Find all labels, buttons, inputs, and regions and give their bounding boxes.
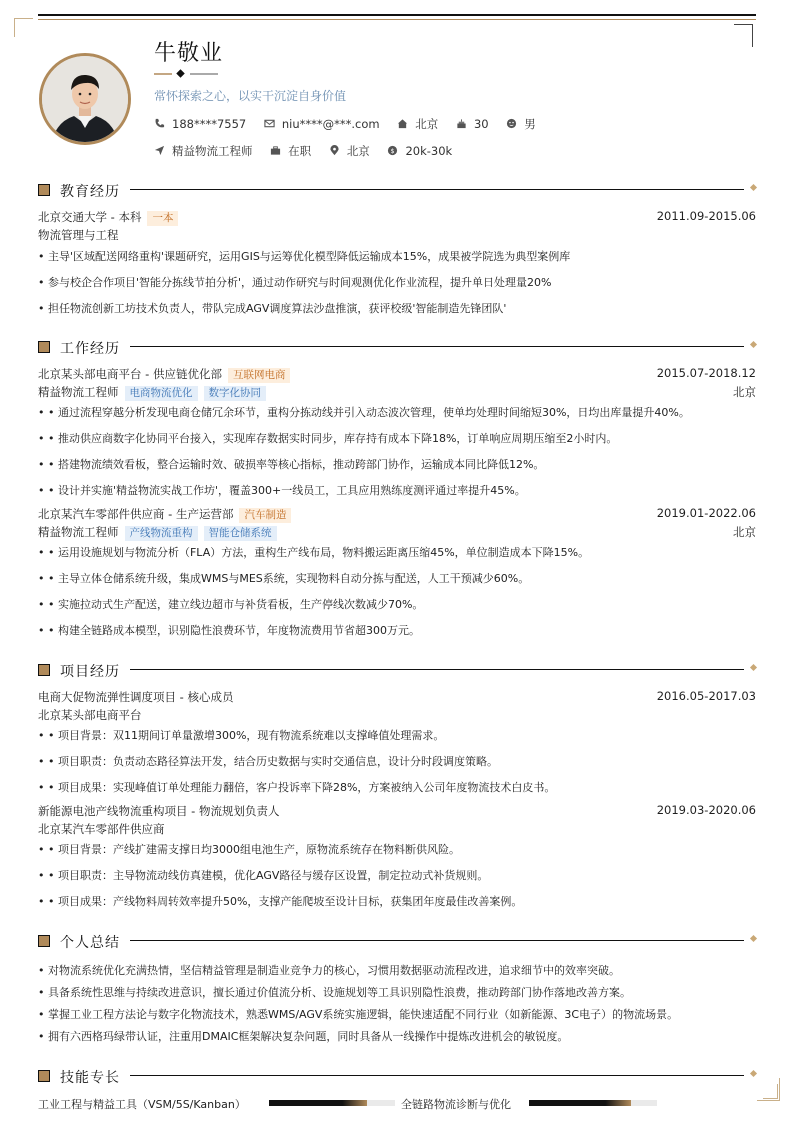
corner-decoration-bottom-right-inner bbox=[763, 1084, 778, 1099]
phone-item bbox=[154, 117, 246, 131]
briefcase-icon bbox=[270, 145, 281, 156]
education-bullet-text: 主导'区域配送网络重构'课题研究，运用GIS与运筹优化模型降低运输成本15%，成果被学院选为典型案例库 bbox=[48, 250, 571, 263]
job-intent-row bbox=[154, 143, 466, 159]
phone-icon bbox=[154, 118, 165, 129]
education-bullet-text: 担任物流创新工坊技术负责人，带队完成AGV调度算法沙盘推演，获评校级'智能制造先锋团队' bbox=[48, 302, 507, 315]
section-square-icon bbox=[38, 1070, 50, 1082]
work-bullet-text: • 设计并实施'精益物流实战工作坊'，覆盖300+一线员工，工具应用熟练度测评通过率提升45%。 bbox=[48, 484, 526, 497]
work-bullet: • • 通过流程穿越分析发现电商仓储冗余环节，重构分拣动线并引入动态波次管理，使单均处理时间缩短30%，日均出库量提升40%。 bbox=[38, 406, 690, 419]
skill-bar-track bbox=[529, 1100, 657, 1106]
work-industry-tag: 汽车制造 bbox=[239, 508, 291, 523]
education-tag: 一本 bbox=[147, 211, 178, 226]
target-role-item bbox=[154, 143, 253, 159]
city-value: 北京 bbox=[415, 117, 439, 131]
location-icon bbox=[329, 145, 340, 156]
top-rule bbox=[38, 14, 756, 16]
home-icon bbox=[397, 118, 408, 129]
email-value: niu****@***.com bbox=[281, 117, 380, 131]
skill-bar-fill bbox=[269, 1100, 367, 1106]
section-title: 技能专长 bbox=[60, 1070, 120, 1086]
summary-item: • 具备系统性思维与持续改进意识，擅长通过价值流分析、设施规划等工具识别隐性浪费，推动跨部门协作落地改善方案。 bbox=[38, 986, 631, 999]
project-bullet: • • 项目背景：双11期间订单量激增300%，现有物流系统难以支撑峰值处理需求。 bbox=[38, 729, 445, 742]
work-bullet: • • 推动供应商数字化协同平台接入，实现库存数据实时同步，库存持有成本下降18%，订单响应周期压缩至2小时内。 bbox=[38, 432, 618, 445]
section-title: 个人总结 bbox=[60, 935, 120, 951]
gender-value: 男 bbox=[524, 117, 536, 131]
skill-name: 全链路物流诊断与优化 bbox=[401, 1098, 511, 1111]
section-header-skills bbox=[38, 1068, 756, 1084]
work-bullet: • • 运用设施规划与物流分析（FLA）方法，重构生产线布局，物料搬运距离压缩45%，单位制造成本下降15%。 bbox=[38, 546, 590, 559]
project-date: 2019.03-2020.06 bbox=[656, 803, 756, 817]
section-square-icon bbox=[38, 935, 50, 947]
project-bullet: • • 项目成果：实现峰值订单处理能力翻倍，客户投诉率下降28%，方案被纳入公司年度物流技术白皮书。 bbox=[38, 781, 556, 794]
work-bullet-text: • 搭建物流绩效看板，整合运输时效、破损率等核心指标，推动跨部门协作，运输成本同比降低12%。 bbox=[48, 458, 545, 471]
gender-icon bbox=[506, 118, 517, 129]
education-bullet: • 参与校企合作项目'智能分拣线节拍分析'，通过动作研究与时间观测优化作业流程，提升单日处理量20% bbox=[38, 276, 552, 289]
work-company: 北京某头部电商平台 - 供应链优化部 bbox=[38, 367, 222, 381]
project-bullet: • • 项目职责：负责动态路径算法开发，结合历史数据与实时交通信息，设计分时段调度策略。 bbox=[38, 755, 498, 768]
work-entry-title bbox=[38, 366, 756, 383]
summary-text: 拥有六西格玛绿带认证，注重用DMAIC框架解决复杂问题，同时具备从一线操作中提炼改进机会的敏锐度。 bbox=[48, 1030, 569, 1043]
project-bullet-text: • 项目背景：产线扩建需支撑日均3000组电池生产，原物流系统存在物料断供风险。 bbox=[48, 843, 460, 856]
project-org: 北京某头部电商平台 bbox=[38, 708, 142, 722]
top-rule-accent bbox=[38, 19, 756, 20]
salary-item bbox=[387, 144, 452, 158]
work-bullet-text: • 主导立体仓储系统升级，集成WMS与MES系统，实现物料自动分拣与配送，人工干预减少60%。 bbox=[48, 572, 530, 585]
work-skill-tag: 产线物流重构 bbox=[125, 526, 198, 541]
work-bullet-text: • 运用设施规划与物流分析（FLA）方法，重构生产线布局，物料搬运距离压缩45%，单位制造成本下降15%。 bbox=[48, 546, 590, 559]
section-header-education bbox=[38, 182, 756, 198]
work-bullet-text: • 实施拉动式生产配送，建立线边超市与补货看板，生产停线次数减少70%。 bbox=[48, 598, 424, 611]
work-company: 北京某汽车零部件供应商 - 生产运营部 bbox=[38, 507, 234, 521]
summary-text: 对物流系统优化充满热情，坚信精益管理是制造业竞争力的核心，习惯用数据驱动流程改进，追求细节中的效率突破。 bbox=[48, 964, 620, 977]
section-header-work bbox=[38, 339, 756, 355]
project-bullet: • • 项目背景：产线扩建需支撑日均3000组电池生产，原物流系统存在物料断供风险。 bbox=[38, 843, 460, 856]
section-square-icon bbox=[38, 184, 50, 196]
section-square-icon bbox=[38, 341, 50, 353]
section-diamond-icon bbox=[750, 1070, 757, 1077]
project-bullet-text: • 项目职责：负责动态路径算法开发，结合历史数据与实时交通信息，设计分时段调度策略。 bbox=[48, 755, 498, 768]
section-rule bbox=[130, 669, 744, 670]
avatar bbox=[39, 53, 131, 145]
work-entry-role bbox=[38, 524, 756, 541]
send-icon bbox=[154, 145, 165, 156]
section-rule bbox=[130, 346, 744, 347]
money-icon bbox=[387, 145, 398, 156]
section-square-icon bbox=[38, 664, 50, 676]
motto: 常怀探索之心，以实干沉淀自身价值 bbox=[154, 89, 347, 103]
work-role: 精益物流工程师 bbox=[38, 525, 119, 539]
target-city-value: 北京 bbox=[346, 144, 370, 158]
work-role: 精益物流工程师 bbox=[38, 385, 119, 399]
summary-item: • 对物流系统优化充满热情，坚信精益管理是制造业竞争力的核心，习惯用数据驱动流程改进，追求细节中的效率突破。 bbox=[38, 964, 620, 977]
work-bullet: • • 构建全链路成本模型，识别隐性浪费环节，年度物流费用节省超300万元。 bbox=[38, 624, 420, 637]
target-city-item bbox=[329, 143, 370, 159]
project-bullet-text: • 项目职责：主导物流动线仿真建模，优化AGV路径与缓存区设置，制定拉动式补货规则。 bbox=[48, 869, 489, 882]
education-school: 北京交通大学 - 本科 bbox=[38, 210, 142, 224]
section-rule bbox=[130, 1075, 744, 1076]
project-bullet-text: • 项目背景：双11期间订单量激增300%，现有物流系统难以支撑峰值处理需求。 bbox=[48, 729, 445, 742]
education-bullet: • 担任物流创新工坊技术负责人，带队完成AGV调度算法沙盘推演，获评校级'智能制造先锋团队' bbox=[38, 302, 507, 315]
work-location: 北京 bbox=[733, 525, 756, 539]
target-role-value: 精益物流工程师 bbox=[172, 144, 253, 158]
education-major: 物流管理与工程 bbox=[38, 228, 119, 242]
section-title: 项目经历 bbox=[60, 664, 120, 680]
skill-bar-track bbox=[269, 1100, 395, 1106]
education-entry bbox=[38, 209, 756, 226]
work-bullet-text: • 通过流程穿越分析发现电商仓储冗余环节，重构分拣动线并引入动态波次管理，使单均处理时间缩短30%，日均出库量提升40%。 bbox=[48, 406, 690, 419]
section-rule bbox=[130, 189, 744, 190]
status-value: 在职 bbox=[288, 144, 312, 158]
work-bullet: • • 设计并实施'精益物流实战工作坊'，覆盖300+一线员工，工具应用熟练度测评通过率提升45%。 bbox=[38, 484, 526, 497]
avatar-portrait-icon bbox=[42, 56, 128, 142]
work-skill-tag: 电商物流优化 bbox=[125, 386, 198, 401]
section-diamond-icon bbox=[750, 184, 757, 191]
age-value: 30 bbox=[473, 117, 489, 131]
project-bullet: • • 项目职责：主导物流动线仿真建模，优化AGV路径与缓存区设置，制定拉动式补货规则。 bbox=[38, 869, 489, 882]
work-bullet: • • 搭建物流绩效看板，整合运输时效、破损率等核心指标，推动跨部门协作，运输成本同比降低12%。 bbox=[38, 458, 545, 471]
mail-icon bbox=[264, 118, 275, 129]
phone-value: 188****7557 bbox=[172, 117, 247, 131]
project-title: 电商大促物流弹性调度项目 - 核心成员 bbox=[38, 690, 234, 704]
cake-icon bbox=[456, 118, 467, 129]
summary-item: • 拥有六西格玛绿带认证，注重用DMAIC框架解决复杂问题，同时具备从一线操作中提炼改进机会的敏锐度。 bbox=[38, 1030, 569, 1043]
salary-value: 20k-30k bbox=[405, 144, 453, 158]
section-rule bbox=[130, 940, 744, 941]
name-divider-ornament bbox=[154, 68, 220, 80]
work-bullet: • • 主导立体仓储系统升级，集成WMS与MES系统，实现物料自动分拣与配送，人工干预减少60%。 bbox=[38, 572, 530, 585]
project-org: 北京某汽车零部件供应商 bbox=[38, 822, 165, 836]
candidate-name: 牛敬业 bbox=[154, 41, 224, 66]
education-date: 2011.09-2015.06 bbox=[656, 209, 756, 223]
corner-decoration-top-left bbox=[14, 18, 33, 37]
summary-text: 掌握工业工程方法论与数字化物流技术，熟悉WMS/AGV系统实施逻辑，能快速适配不同行业（如新能源、3C电子）的物流场景。 bbox=[48, 1008, 679, 1021]
section-header-summary bbox=[38, 933, 756, 949]
project-date: 2016.05-2017.03 bbox=[656, 689, 756, 703]
project-bullet-text: • 项目成果：产线物料周转效率提升50%，支撑产能爬坡至设计目标，获集团年度最佳改善案例。 bbox=[48, 895, 523, 908]
section-title: 工作经历 bbox=[60, 341, 120, 357]
work-entry-role bbox=[38, 384, 756, 401]
project-entry-title bbox=[38, 803, 756, 819]
section-diamond-icon bbox=[750, 341, 757, 348]
section-header-projects bbox=[38, 662, 756, 678]
skill-bar-fill bbox=[529, 1100, 631, 1106]
work-skill-tag: 数字化协同 bbox=[204, 386, 267, 401]
svg-text:$: $ bbox=[390, 146, 396, 155]
section-title: 教育经历 bbox=[60, 184, 120, 200]
summary-text: 具备系统性思维与持续改进意识，擅长通过价值流分析、设施规划等工具识别隐性浪费，推动跨部门协作落地改善方案。 bbox=[48, 986, 631, 999]
work-skill-tag: 智能仓储系统 bbox=[204, 526, 277, 541]
corner-decoration-top-right bbox=[734, 24, 753, 47]
work-entry-title bbox=[38, 506, 756, 523]
education-bullet: • 主导'区域配送网络重构'课题研究，运用GIS与运筹优化模型降低运输成本15%，成果被学院选为典型案例库 bbox=[38, 250, 571, 263]
project-entry-title bbox=[38, 689, 756, 705]
work-bullet: • • 实施拉动式生产配送，建立线边超市与补货看板，生产停线次数减少70%。 bbox=[38, 598, 424, 611]
project-bullet-text: • 项目成果：实现峰值订单处理能力翻倍，客户投诉率下降28%，方案被纳入公司年度物流技术白皮书。 bbox=[48, 781, 556, 794]
gender-item bbox=[506, 116, 536, 132]
email-item bbox=[264, 117, 380, 131]
city-item bbox=[397, 116, 438, 132]
section-diamond-icon bbox=[750, 935, 757, 942]
skill-name: 工业工程与精益工具（VSM/5S/Kanban） bbox=[38, 1098, 246, 1111]
age-item bbox=[456, 117, 489, 131]
section-diamond-icon bbox=[750, 664, 757, 671]
status-item bbox=[270, 143, 311, 159]
contact-info-row bbox=[154, 116, 550, 132]
work-bullet-text: • 推动供应商数字化协同平台接入，实现库存数据实时同步，库存持有成本下降18%，订单响应周期压缩至2小时内。 bbox=[48, 432, 618, 445]
work-date: 2015.07-2018.12 bbox=[656, 366, 756, 380]
education-bullet-text: 参与校企合作项目'智能分拣线节拍分析'，通过动作研究与时间观测优化作业流程，提升单日处理量20% bbox=[48, 276, 552, 289]
work-date: 2019.01-2022.06 bbox=[656, 506, 756, 520]
project-bullet: • • 项目成果：产线物料周转效率提升50%，支撑产能爬坡至设计目标，获集团年度最佳改善案例。 bbox=[38, 895, 523, 908]
work-bullet-text: • 构建全链路成本模型，识别隐性浪费环节，年度物流费用节省超300万元。 bbox=[48, 624, 420, 637]
work-industry-tag: 互联网电商 bbox=[228, 368, 291, 383]
summary-item: • 掌握工业工程方法论与数字化物流技术，熟悉WMS/AGV系统实施逻辑，能快速适配不同行业（如新能源、3C电子）的物流场景。 bbox=[38, 1008, 679, 1021]
project-title: 新能源电池产线物流重构项目 - 物流规划负责人 bbox=[38, 804, 280, 818]
work-location: 北京 bbox=[733, 385, 756, 399]
